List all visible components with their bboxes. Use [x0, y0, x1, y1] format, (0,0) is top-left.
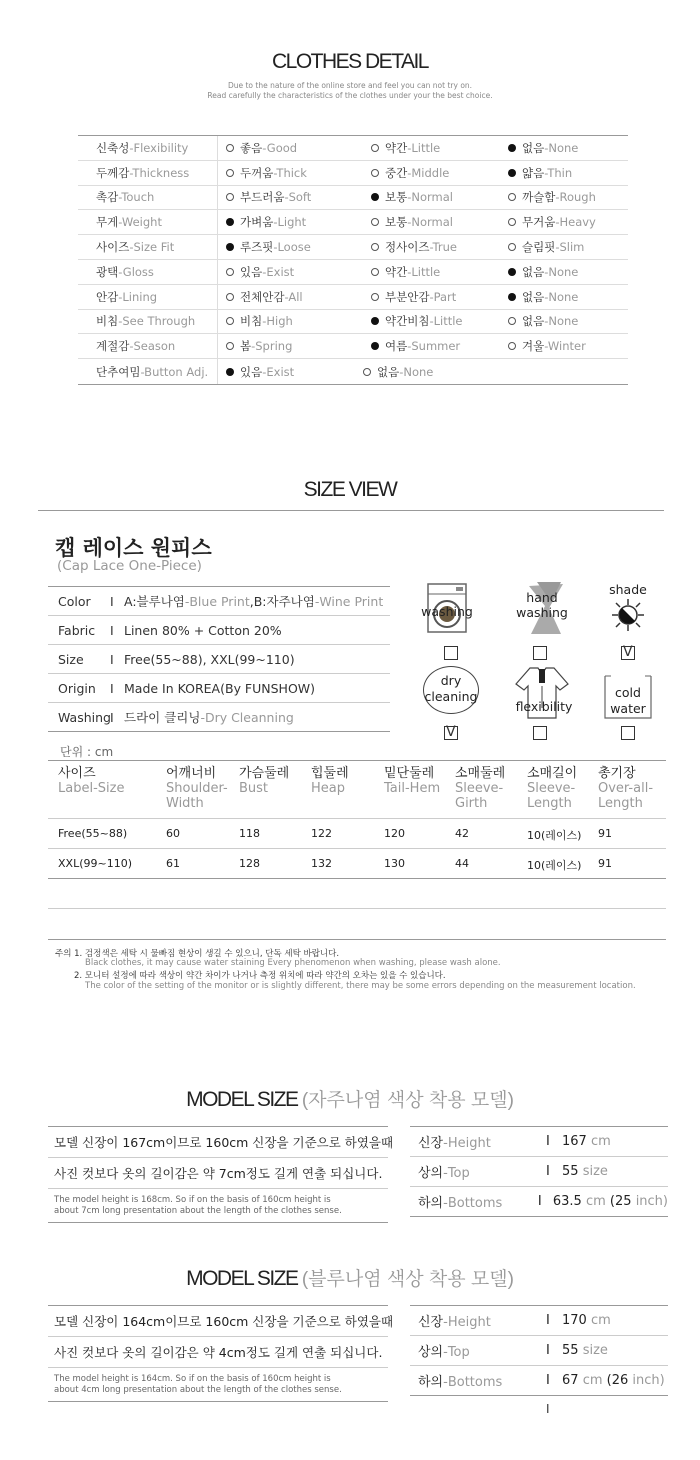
detail-label: 신축성 -Flexibility [78, 136, 218, 160]
model-1-description [48, 1126, 394, 1223]
model-2-description [48, 1305, 394, 1402]
column-header: 어깨너비 Shoulder- Width [166, 766, 228, 811]
detail-row [78, 235, 628, 260]
detail-row [78, 359, 628, 384]
selected-dot-icon [371, 342, 379, 350]
hand-washing-checkbox [533, 646, 547, 660]
table-cell: 61 [166, 857, 180, 870]
unselected-circle-icon [371, 169, 379, 177]
column-header: 총기장 Over-all- Length [598, 766, 654, 811]
detail-option: 전체안감 -All [218, 289, 363, 305]
clothes-detail-table [78, 135, 628, 385]
model-1-specs [410, 1126, 668, 1217]
table-cell: Free(55~88) [58, 827, 128, 840]
column-header: 밑단둘레 Tail-Hem [384, 766, 441, 796]
spec-washing [48, 703, 390, 732]
unselected-circle-icon [371, 293, 379, 301]
note-2-en: The color of the setting of the monitor or is slightly different, there may be some errors depending on the measurement location. [85, 981, 636, 991]
spec-key: Origin [58, 680, 96, 696]
model-1-height: 신장-Height I 167 cm [410, 1127, 668, 1157]
clothes-detail-subtitle-2: Read carefully the characteristics of the clothes under your the best choice. [207, 91, 493, 100]
trailing-separator: I [546, 1402, 550, 1416]
detail-option: 좋음 -Good [218, 140, 363, 156]
detail-option: 정사이즈 -True [363, 239, 508, 255]
detail-option: 없음 -None [363, 364, 508, 380]
detail-row [78, 334, 628, 359]
detail-option: 부드러움 -Soft [218, 189, 363, 205]
spec-value: Made In KOREA(By FUNSHOW) [124, 680, 316, 696]
model-1-line-2: 사진 컷보다 옷의 길이감은 약 7cm정도 길게 연출 되십니다. [48, 1158, 388, 1189]
selected-dot-icon [508, 293, 516, 301]
model-2-line-1: 모델 신장이 164cm이므로 160cm 신장을 기준으로 하였을때 [48, 1306, 388, 1337]
detail-option: 없음 -None [508, 264, 618, 280]
selected-dot-icon [371, 193, 379, 201]
unselected-circle-icon [226, 293, 234, 301]
unselected-circle-icon [508, 317, 516, 325]
table-cell: 44 [455, 857, 469, 870]
detail-option: 겨울 -Winter [508, 338, 618, 354]
column-header: 가슴둘레 Bust [239, 766, 290, 796]
model-1-en: The model height is 168cm. So if on the basis of 160cm height is about 7cm long presentation about the length of the clothes sense. [48, 1189, 388, 1223]
detail-option: 약간 -Little [363, 264, 508, 280]
table-cell: 130 [384, 857, 405, 870]
detail-option: 있음 -Exist [218, 364, 363, 380]
detail-label: 무게 -Weight [78, 210, 218, 234]
table-cell: 120 [384, 827, 405, 840]
model-2-line-2: 사진 컷보다 옷의 길이감은 약 4cm정도 길게 연출 되십니다. [48, 1337, 388, 1368]
size-view-title: SIZE VIEW [303, 478, 397, 501]
flexibility-checkbox [533, 726, 547, 740]
detail-label: 사이즈 -Size Fit [78, 235, 218, 259]
divider [48, 848, 666, 849]
unselected-circle-icon [371, 144, 379, 152]
divider [48, 908, 666, 909]
detail-row [78, 161, 628, 186]
unselected-circle-icon [226, 169, 234, 177]
column-header: 힙둘레 Heap [311, 766, 349, 796]
spec-key: Size [58, 651, 84, 667]
spec-size [48, 645, 390, 674]
table-cell: 60 [166, 827, 180, 840]
unselected-circle-icon [226, 342, 234, 350]
shade-checkbox [621, 646, 635, 660]
spec-color [48, 587, 390, 616]
spec-origin [48, 674, 390, 703]
selected-dot-icon [226, 243, 234, 251]
clothes-detail-subtitle-1: Due to the nature of the online store and feel you can not try on. [227, 81, 473, 90]
care-shade-label: shade [609, 582, 647, 597]
spec-value: Free(55~88), XXL(99~110) [124, 651, 295, 667]
shade-sun-icon [611, 598, 645, 632]
selected-dot-icon [226, 368, 234, 376]
divider [48, 939, 666, 940]
unselected-circle-icon [508, 218, 516, 226]
product-name: 캡 레이스 원피스 [55, 536, 212, 560]
unselected-circle-icon [226, 193, 234, 201]
dry-cleaning-checkbox [444, 726, 458, 740]
model-1-line-1: 모델 신장이 167cm이므로 160cm 신장을 기준으로 하였을때 [48, 1127, 388, 1158]
detail-option: 보통 -Normal [363, 214, 508, 230]
product-name-en: (Cap Lace One-Piece) [57, 558, 202, 574]
spec-key: Washing [58, 709, 111, 725]
model-2-en: The model height is 164cm. So if on the basis of 160cm height is about 4cm long presentation about the length of the clothes sense. [48, 1368, 388, 1402]
note-1: 주의 1. 검정색은 세탁 시 물빠짐 현상이 생길 수 있으니, 단독 세탁 바랍니다. [55, 949, 340, 959]
detail-option: 까슬함 -Rough [508, 189, 618, 205]
table-cell: 128 [239, 857, 260, 870]
care-cold-label: cold [615, 685, 641, 700]
detail-option: 부분안감 -Part [363, 289, 508, 305]
spec-value: A:블루나염-Blue Print,B:자주나염-Wine Print [124, 594, 384, 609]
detail-label: 계절감 -Season [78, 334, 218, 358]
check-mark: V [623, 644, 633, 660]
spec-key: Color [58, 593, 91, 609]
detail-row [78, 285, 628, 310]
care-hand-label: hand [526, 590, 558, 605]
detail-label: 안감 -Lining [78, 285, 218, 309]
care-water-label: water [610, 701, 646, 716]
model-2-height: 신장-Height I 170 cm [410, 1306, 668, 1336]
detail-option: 슬림핏 -Slim [508, 239, 618, 255]
model-1-bottoms: 하의-Bottoms I 63.5 cm (25 inch) [410, 1187, 668, 1217]
model-size-title-1: MODEL SIZE (자주나염 색상 착용 모델) [186, 1088, 514, 1111]
unselected-circle-icon [371, 268, 379, 276]
selected-dot-icon [371, 317, 379, 325]
detail-row [78, 136, 628, 161]
spec-sep: I [110, 680, 114, 696]
detail-option: 중간 -Middle [363, 165, 508, 181]
model-2-top: 상의-Top I 55 size [410, 1336, 668, 1366]
washing-checkbox [444, 646, 458, 660]
column-header: 사이즈 Label-Size [58, 766, 125, 796]
check-mark: V [446, 724, 456, 740]
care-cleaning-label: cleaning [424, 689, 478, 704]
spec-sep: I [110, 709, 114, 725]
detail-option: 여름 -Summer [363, 338, 508, 354]
unselected-circle-icon [508, 243, 516, 251]
table-cell: 122 [311, 827, 332, 840]
unselected-circle-icon [226, 268, 234, 276]
spec-sep: I [110, 593, 114, 609]
selected-dot-icon [226, 218, 234, 226]
unselected-circle-icon [226, 144, 234, 152]
column-header: 소매둘레 Sleeve- Girth [455, 766, 506, 811]
table-cell: 10(레이스) [527, 859, 582, 872]
note-2: 2. 모니터 설정에 따라 색상이 약간 차이가 나거나 측정 위치에 따라 약간의 오차는 있을 수 있습니다. [74, 971, 446, 981]
spec-sep: I [110, 651, 114, 667]
unselected-circle-icon [371, 218, 379, 226]
detail-label: 비침 -See Through [78, 310, 218, 334]
selected-dot-icon [508, 144, 516, 152]
detail-option: 얇음 -Thin [508, 165, 618, 181]
note-1-en: Black clothes, it may cause water staining Every phenomenon when washing, please wash alone. [85, 958, 501, 968]
detail-row [78, 310, 628, 335]
table-cell: 42 [455, 827, 469, 840]
detail-row [78, 260, 628, 285]
model-2-bottoms: 하의-Bottoms I 67 cm (26 inch) [410, 1366, 668, 1396]
care-hand-washing-label: washing [516, 605, 568, 620]
unselected-circle-icon [508, 193, 516, 201]
selected-dot-icon [508, 169, 516, 177]
divider [48, 878, 666, 879]
detail-option: 없음 -None [508, 140, 618, 156]
detail-row [78, 210, 628, 235]
spec-value: Linen 80% + Cotton 20% [124, 622, 282, 638]
unselected-circle-icon [508, 342, 516, 350]
detail-option: 가벼움 -Light [218, 214, 363, 230]
spec-fabric [48, 616, 390, 645]
table-cell: XXL(99~110) [58, 857, 132, 870]
detail-option: 루즈핏 -Loose [218, 239, 363, 255]
detail-option: 없음 -None [508, 289, 618, 305]
detail-label: 두께감 -Thickness [78, 161, 218, 185]
unselected-circle-icon [363, 368, 371, 376]
model-2-specs [410, 1305, 668, 1396]
table-cell: 91 [598, 827, 612, 840]
detail-row [78, 186, 628, 211]
model-1-top: 상의-Top I 55 size [410, 1157, 668, 1187]
clothes-detail-title: CLOTHES DETAIL [272, 50, 428, 73]
size-table-top-divider [48, 760, 666, 761]
detail-option: 두꺼움 -Thick [218, 165, 363, 181]
spec-sep: I [110, 622, 114, 638]
table-cell: 91 [598, 857, 612, 870]
cold-water-checkbox [621, 726, 635, 740]
divider [48, 818, 666, 819]
detail-option: 있음 -Exist [218, 264, 363, 280]
detail-label: 촉감 -Touch [78, 186, 218, 210]
care-flexibility-label: flexibility [515, 699, 573, 714]
spec-value: 드라이 클리닝-Dry Cleanning [124, 710, 294, 725]
detail-option: 약간 -Little [363, 140, 508, 156]
divider [38, 510, 664, 511]
table-cell: 10(레이스) [527, 829, 582, 842]
detail-option: 약간비침 -Little [363, 313, 508, 329]
spec-key: Fabric [58, 622, 96, 638]
unselected-circle-icon [226, 317, 234, 325]
table-cell: 132 [311, 857, 332, 870]
detail-option: 봄 -Spring [218, 338, 363, 354]
detail-label: 단추여밈 -Button Adj. [78, 359, 218, 384]
table-cell: 118 [239, 827, 260, 840]
care-washing-label: washing [421, 604, 473, 619]
detail-option: 없음 -None [508, 313, 618, 329]
unit-label: 단위 : cm [60, 745, 114, 759]
detail-option: 비침 -High [218, 313, 363, 329]
detail-option: 보통 -Normal [363, 189, 508, 205]
care-dry-label: dry [440, 673, 462, 688]
selected-dot-icon [508, 268, 516, 276]
detail-option: 무거움 -Heavy [508, 214, 618, 230]
model-size-title-2: MODEL SIZE (블루나염 색상 착용 모델) [186, 1267, 514, 1290]
detail-label: 광택 -Gloss [78, 260, 218, 284]
unselected-circle-icon [371, 243, 379, 251]
column-header: 소매길이 Sleeve- Length [527, 766, 578, 811]
